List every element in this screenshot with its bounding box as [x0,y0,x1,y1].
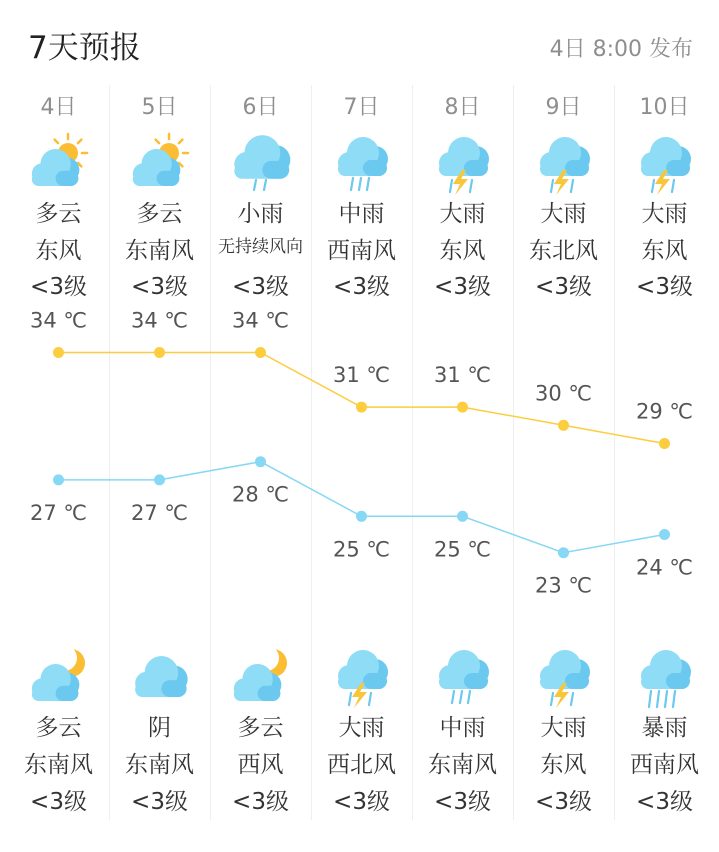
date-label: 8日 [444,95,481,120]
night-wind-direction: 西风 [237,752,284,778]
day-wind-level: <3级 [434,274,491,300]
publish-time: 4日 8:00 发布 [549,37,693,62]
date-label: 7日 [343,95,380,120]
night-wind-direction: 西南风 [630,752,699,778]
day-column [8,85,110,820]
overcast-icon [128,645,192,709]
thunder-rain-icon [330,645,394,709]
thunder-rain-icon [431,132,495,196]
day-wind-level: <3级 [333,274,390,300]
thunder-rain-icon [532,645,596,709]
day-weather-label: 大雨 [439,201,486,227]
high-temp-label: 31 ℃ [434,363,491,388]
night-wind-level: <3级 [636,789,693,815]
partly-cloudy-day-icon [128,132,192,196]
day-weather-label: 中雨 [338,201,385,227]
night-wind-direction: 东风 [540,752,587,778]
date-label: 10日 [639,95,690,120]
night-wind-level: <3级 [232,789,289,815]
night-wind-level: <3级 [30,789,87,815]
date-label: 4日 [40,95,77,120]
night-wind-level: <3级 [434,789,491,815]
day-weather-label: 大雨 [641,201,688,227]
rainstorm-icon [633,645,697,709]
night-weather-label: 大雨 [338,715,385,741]
low-temp-label: 24 ℃ [636,555,693,580]
night-wind-level: <3级 [333,789,390,815]
day-weather-label: 多云 [136,201,183,227]
night-weather-label: 暴雨 [641,715,688,741]
night-wind-level: <3级 [535,789,592,815]
day-column [109,85,211,820]
day-wind-direction: 东风 [641,238,688,264]
night-wind-level: <3级 [131,789,188,815]
low-temp-label: 25 ℃ [333,537,390,562]
high-temp-label: 29 ℃ [636,399,693,424]
partly-cloudy-day-icon [27,132,91,196]
night-weather-label: 阴 [148,715,171,741]
day-wind-direction: 西南风 [327,238,396,264]
high-temp-label: 34 ℃ [30,308,87,333]
thunder-rain-icon [532,132,596,196]
day-wind-direction: 无持续风向 [218,237,303,257]
day-weather-label: 大雨 [540,201,587,227]
night-wind-direction: 东南风 [125,752,194,778]
day-weather-label: 多云 [35,201,82,227]
partly-cloudy-night-icon [27,645,91,709]
day-wind-direction: 东风 [439,238,486,264]
high-temp-label: 34 ℃ [232,308,289,333]
day-column [513,85,615,820]
page-title: 7天预报 [28,30,141,66]
date-label: 9日 [545,95,582,120]
high-temp-label: 34 ℃ [131,308,188,333]
day-wind-level: <3级 [535,274,592,300]
night-weather-label: 大雨 [540,715,587,741]
night-wind-direction: 东南风 [24,752,93,778]
low-temp-label: 27 ℃ [30,500,87,525]
low-temp-label: 25 ℃ [434,537,491,562]
date-label: 5日 [141,95,178,120]
day-weather-label: 小雨 [237,201,284,227]
day-wind-direction: 东南风 [125,238,194,264]
partly-cloudy-night-icon [229,645,293,709]
moderate-rain-icon [431,645,495,709]
day-wind-direction: 东北风 [529,238,598,264]
day-wind-level: <3级 [131,274,188,300]
day-wind-level: <3级 [30,274,87,300]
moderate-rain-icon [330,132,394,196]
day-column [210,85,312,820]
high-temp-label: 30 ℃ [535,381,592,406]
thunder-rain-icon [633,132,697,196]
low-temp-label: 23 ℃ [535,573,592,598]
low-temp-label: 27 ℃ [131,500,188,525]
day-column [614,85,715,820]
day-wind-level: <3级 [636,274,693,300]
date-label: 6日 [242,95,279,120]
high-temp-label: 31 ℃ [333,363,390,388]
night-weather-label: 中雨 [439,715,486,741]
night-wind-direction: 西北风 [327,752,396,778]
night-wind-direction: 东南风 [428,752,497,778]
day-wind-direction: 东风 [35,238,82,264]
night-weather-label: 多云 [237,715,284,741]
day-wind-level: <3级 [232,274,289,300]
low-temp-label: 28 ℃ [232,482,289,507]
day-column [311,85,413,820]
night-weather-label: 多云 [35,715,82,741]
day-column [412,85,514,820]
light-rain-icon [229,132,293,196]
